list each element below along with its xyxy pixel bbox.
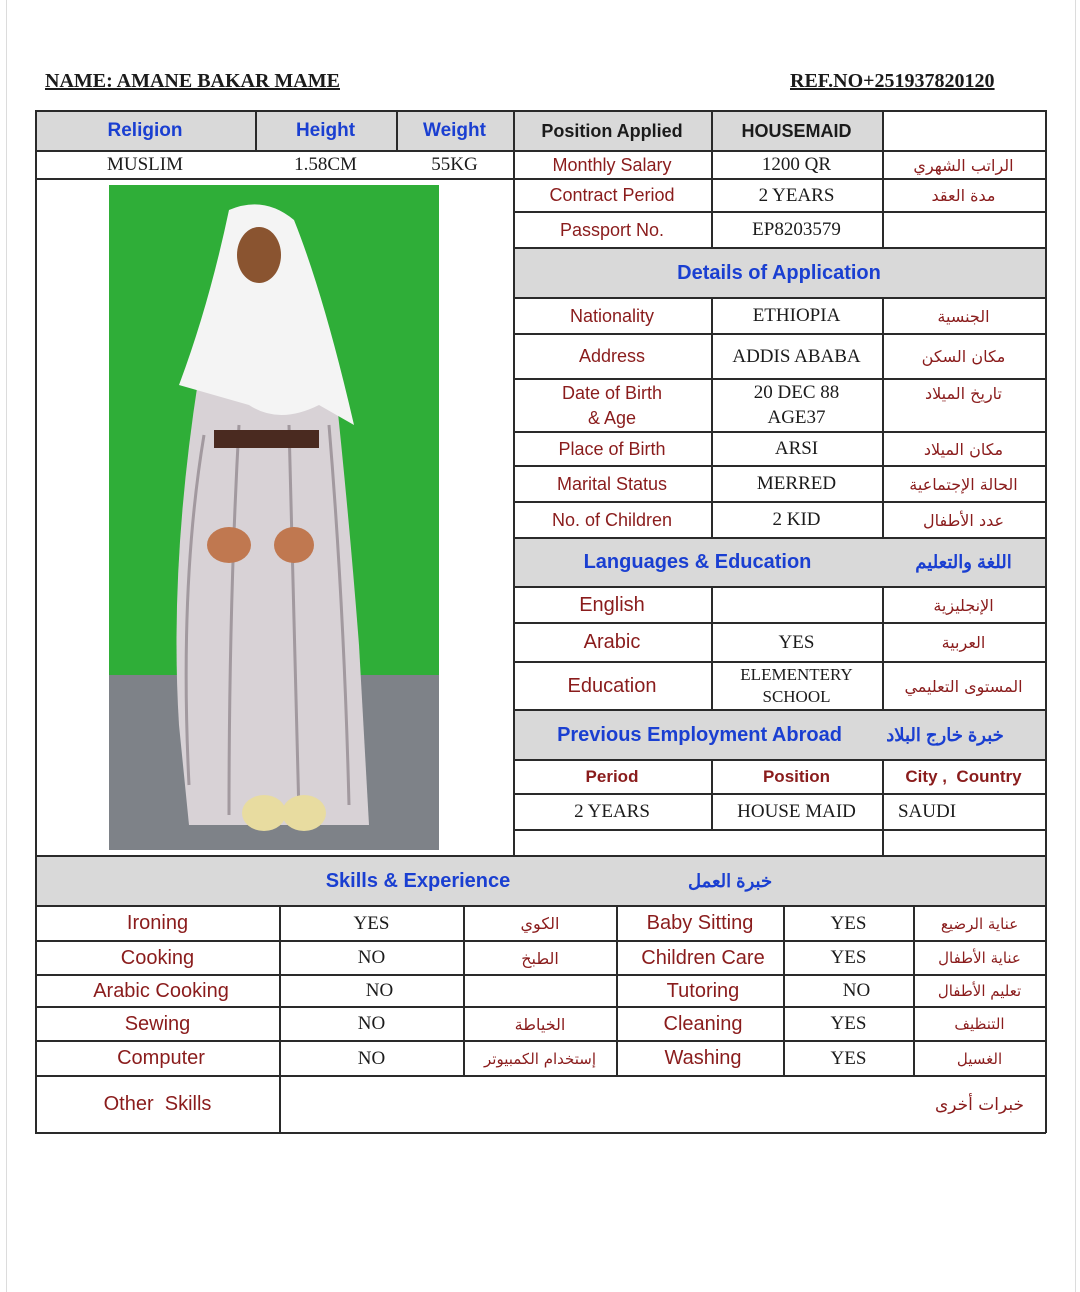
education-arabic: المستوى التعليمي — [904, 676, 1023, 696]
other-skills-arabic: خبرات أخرى — [934, 1094, 1025, 1115]
arabic-arabic: العربية — [941, 633, 986, 652]
birthplace-value: ARSI — [774, 438, 819, 459]
dob-value: 20 DEC 88 — [753, 382, 840, 403]
position-applied-value: HOUSEMAID — [741, 120, 852, 141]
education-value: ELEMENTERY — [740, 665, 853, 684]
contract-label: Contract Period — [549, 185, 675, 205]
employment-title: Previous Employment Abroad — [557, 724, 842, 746]
skill-sewing-value: NO — [357, 1013, 386, 1034]
skill-ironing-arabic: الكوي — [520, 914, 560, 933]
skills-title: Skills & Experience — [325, 869, 511, 892]
period-label: Period — [585, 767, 639, 786]
skill-washing-label: Washing — [664, 1047, 742, 1069]
english-value — [711, 587, 882, 623]
position-applied-label: Position Applied — [541, 120, 683, 141]
skill-cleaning-value: YES — [830, 1013, 867, 1034]
height-label: Height — [295, 120, 356, 141]
skill-arabic-cooking-label: Arabic Cooking — [93, 979, 229, 1002]
skill-cleaning-arabic: التنظيف — [954, 1015, 1005, 1033]
skill-washing-arabic: الغسيل — [956, 1049, 1003, 1068]
arabic-value: YES — [778, 631, 815, 653]
skill-ironing-value: YES — [353, 912, 390, 934]
dob-arabic: تاريخ الميلاد — [925, 383, 1002, 403]
employment-position-value: HOUSE MAID — [737, 801, 856, 822]
marital-arabic: الحالة الإجتماعية — [909, 474, 1018, 494]
education-label: Education — [567, 674, 657, 697]
skill-computer-arabic: إستخدام الكمبيوتر — [484, 1049, 596, 1068]
skill-children-care-arabic: عناية الأطفال — [938, 949, 1021, 967]
skill-cooking-arabic: الطبخ — [521, 948, 559, 968]
skill-arabic-cooking-value: NO — [365, 980, 394, 1001]
languages-title: Languages & Education — [583, 551, 812, 573]
passport-label: Passport No. — [559, 219, 665, 240]
details-title: Details of Application — [677, 261, 881, 284]
skill-cooking-value: NO — [357, 947, 386, 968]
nationality-label: Nationality — [569, 305, 655, 326]
skill-arabic-cooking-arabic — [464, 975, 616, 1007]
city-country-label: City , Country — [905, 767, 1022, 786]
employment-title-arabic: خبرة خارج البلاد — [886, 725, 1004, 745]
languages-title-arabic: اللغة والتعليم — [915, 552, 1012, 572]
employment-position-label: Position — [762, 767, 831, 786]
children-label: No. of Children — [551, 509, 673, 530]
salary-label: Monthly Salary — [552, 154, 672, 175]
passport-value: EP8203579 — [752, 219, 841, 240]
age-label: & Age — [587, 407, 637, 428]
children-arabic: عدد الأطفال — [922, 510, 1005, 530]
religion-value: MUSLIM — [106, 154, 183, 175]
birthplace-label: Place of Birth — [558, 438, 666, 459]
other-skills-label: Other Skills — [103, 1093, 212, 1115]
skill-baby-sitting-value: YES — [830, 912, 867, 934]
nationality-arabic: الجنسية — [937, 306, 990, 326]
skill-baby-sitting-arabic: عناية الرضيع — [940, 914, 1019, 933]
period-value: 2 YEARS — [574, 801, 650, 822]
grid-line — [1045, 110, 1047, 1133]
candidate-photo — [109, 185, 439, 850]
salary-value: 1200 QR — [761, 154, 832, 175]
skills-title-arabic: خبرة العمل — [687, 870, 773, 891]
skill-cleaning-label: Cleaning — [663, 1012, 743, 1035]
candidate-name: NAME: AMANE BAKAR MAME — [45, 70, 340, 92]
skill-computer-label: Computer — [117, 1047, 205, 1069]
skill-computer-value: NO — [357, 1047, 386, 1069]
nationality-value: ETHIOPIA — [752, 305, 841, 326]
skill-sewing-arabic: الخياطة — [514, 1014, 566, 1034]
children-value: 2 KID — [772, 509, 821, 530]
english-label: English — [579, 593, 645, 616]
contract-arabic: مدة العقد — [931, 186, 996, 205]
skill-sewing-label: Sewing — [124, 1012, 191, 1035]
contract-value: 2 YEARS — [758, 184, 835, 206]
skill-washing-value: YES — [830, 1047, 867, 1069]
arabic-label: Arabic — [583, 631, 641, 653]
skill-baby-sitting-label: Baby Sitting — [646, 912, 754, 934]
reference-number: REF.NO+251937820120 — [790, 70, 995, 92]
skill-children-care-label: Children Care — [641, 946, 765, 969]
address-label: Address — [578, 346, 646, 366]
education-value-line2: SCHOOL — [762, 687, 831, 706]
salary-arabic: الراتب الشهري — [913, 155, 1014, 175]
height-value: 1.58CM — [294, 154, 357, 175]
dob-label: Date of Birth — [561, 382, 663, 403]
city-country-value: SAUDI — [897, 801, 957, 822]
skill-tutoring-label: Tutoring — [666, 979, 740, 1002]
marital-value: MERRED — [756, 473, 837, 494]
weight-label: Weight — [423, 120, 486, 141]
skill-ironing-label: Ironing — [126, 912, 189, 934]
religion-label: Religion — [107, 120, 183, 141]
english-arabic: الإنجليزية — [933, 595, 994, 615]
marital-label: Marital Status — [556, 473, 668, 494]
skill-tutoring-arabic: تعليم الأطفال — [937, 982, 1022, 1000]
address-value: ADDIS ABABA — [732, 345, 861, 367]
skill-cooking-label: Cooking — [120, 946, 195, 969]
skill-children-care-value: YES — [830, 947, 867, 968]
birthplace-arabic: مكان الميلاد — [923, 439, 1004, 459]
weight-value: 55KG — [431, 154, 478, 175]
address-arabic: مكان السكن — [921, 347, 1006, 366]
skill-tutoring-value: NO — [842, 980, 871, 1001]
age-value: AGE37 — [767, 407, 826, 428]
